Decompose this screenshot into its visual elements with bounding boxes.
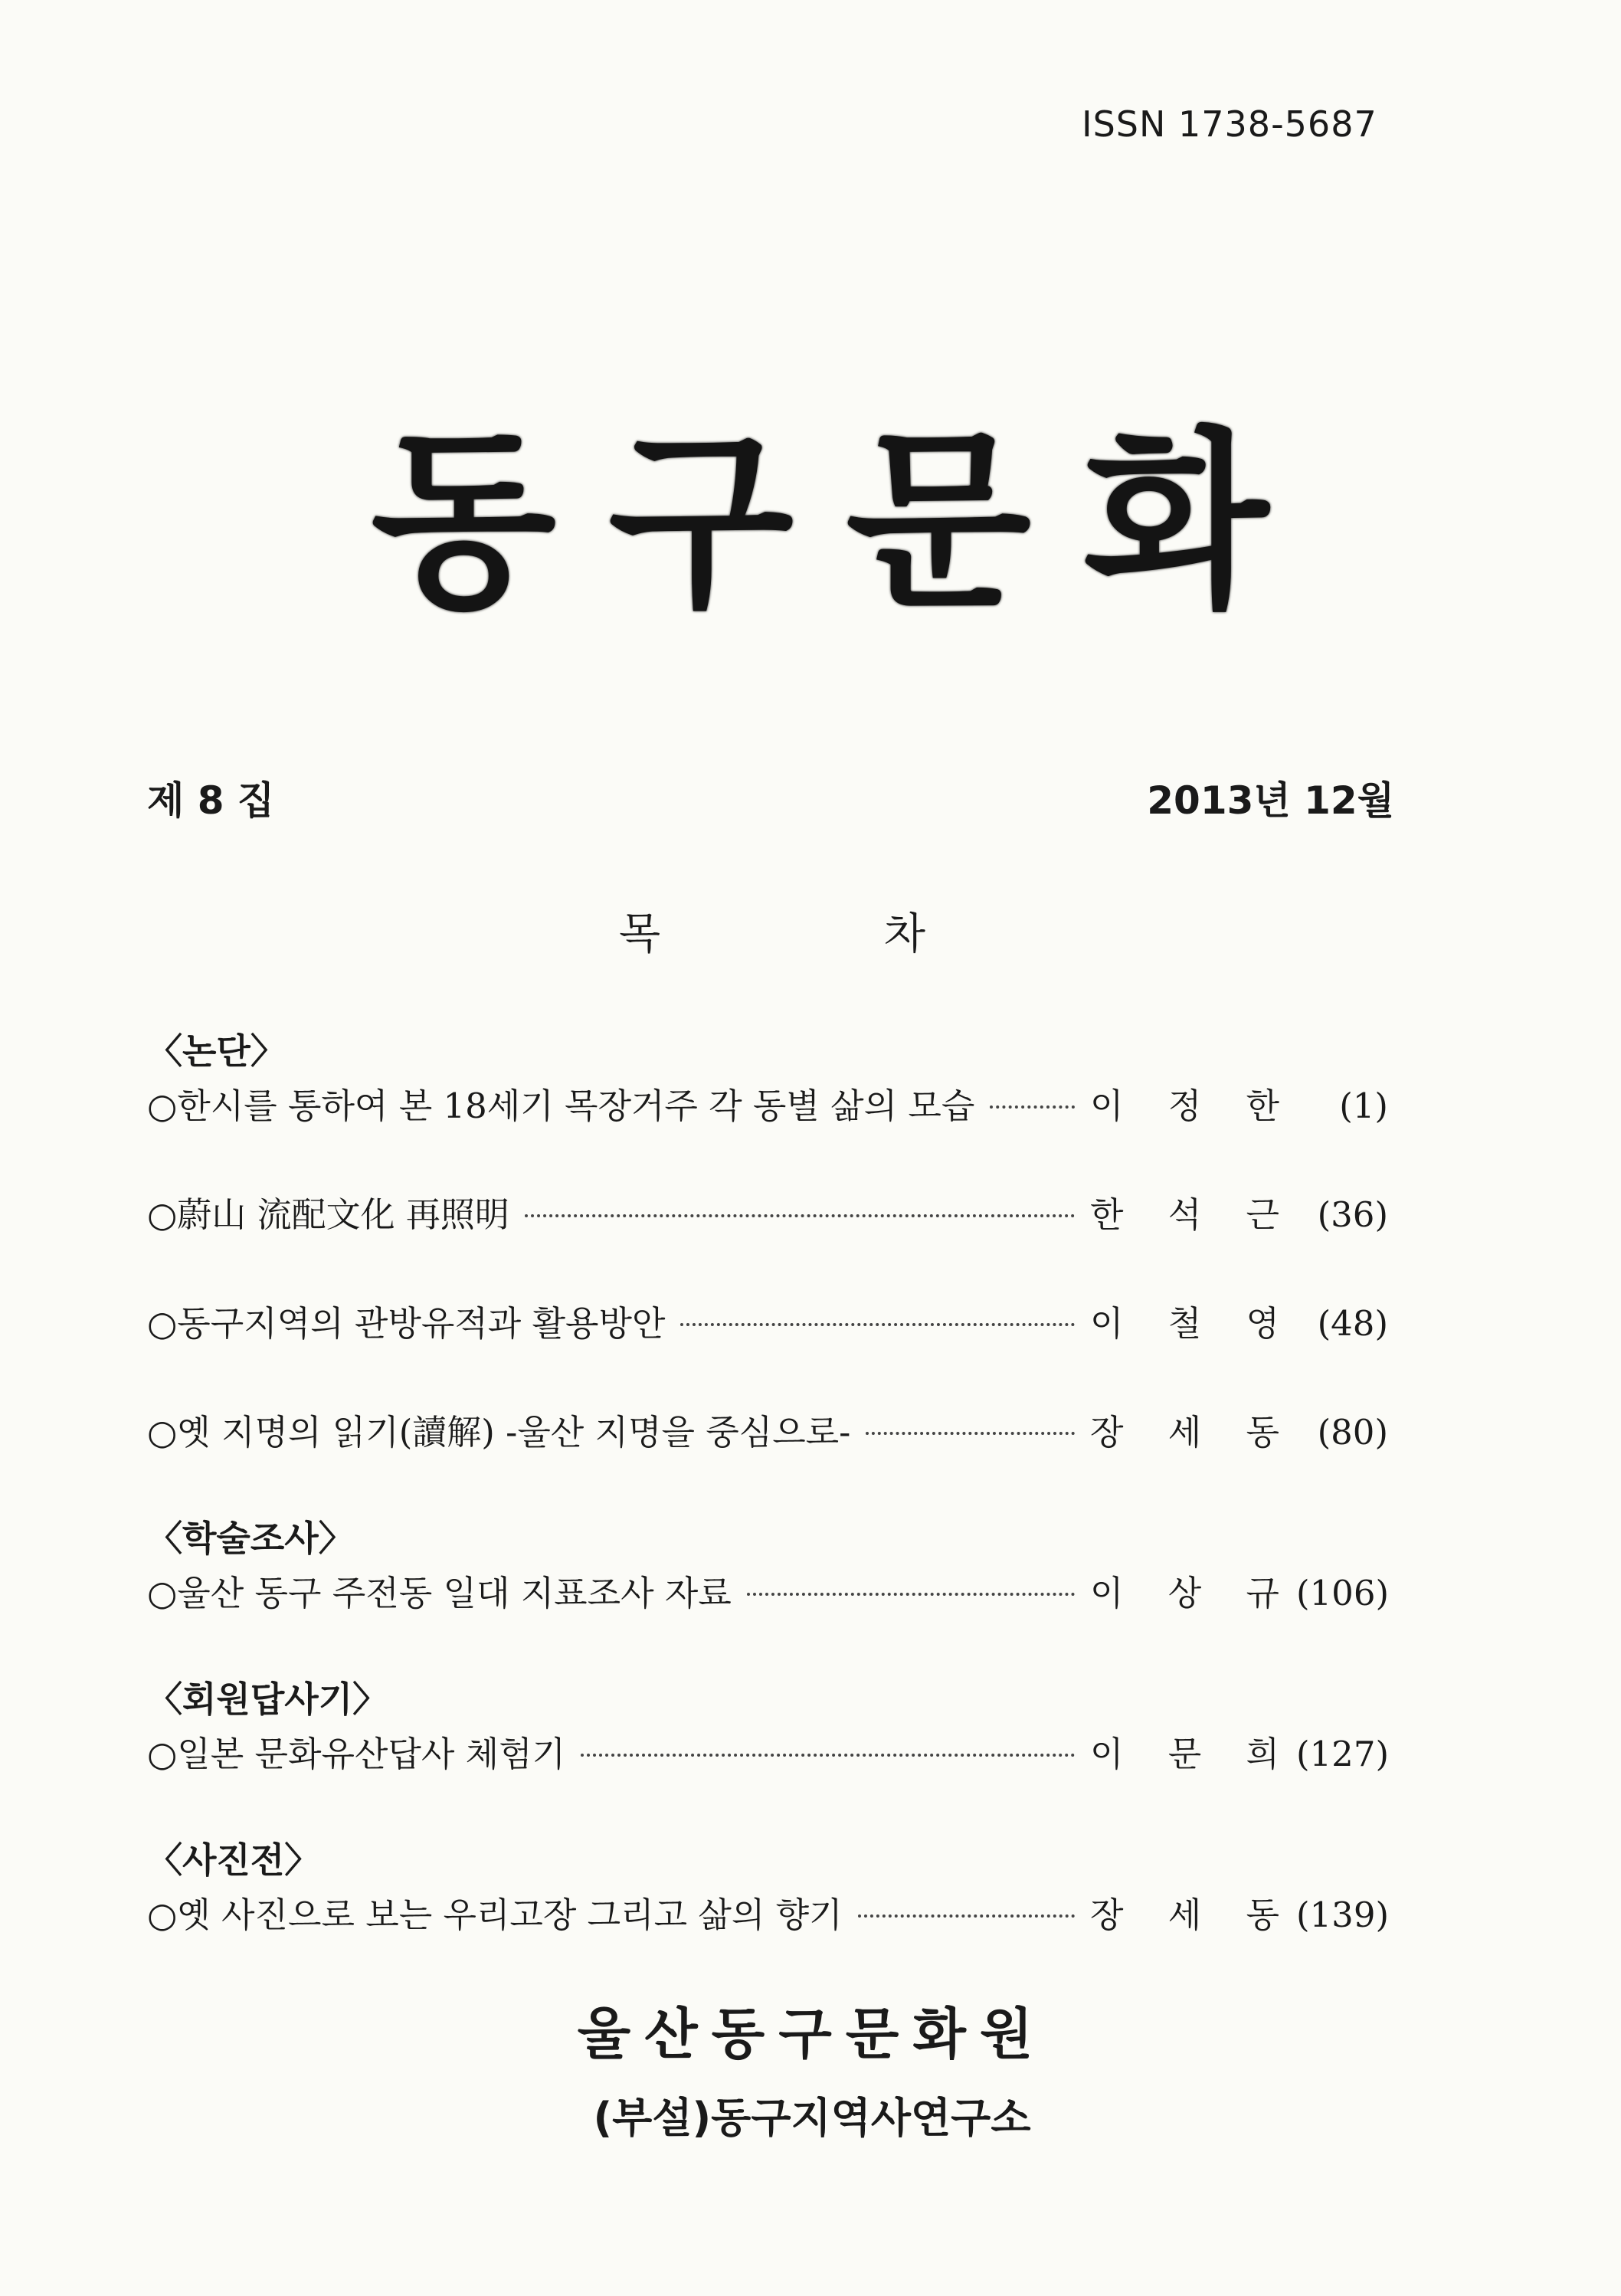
dot-leader [866,1432,1075,1435]
entry-page: (106) [1296,1573,1390,1613]
entry-title: ○한시를 통하여 본 18세기 목장거주 각 동별 삶의 모습 [147,1086,975,1126]
toc-section-member-travel [147,1671,1388,1781]
dot-leader [747,1593,1075,1596]
publisher-name: 울산동구문화원 [577,2002,1047,2066]
toc-entry [147,1297,1388,1351]
entry-page: (36) [1317,1194,1388,1235]
journal-title [360,406,1279,636]
issn-number: ISSN 1738-5687 [1082,103,1377,145]
dot-leader [525,1214,1075,1217]
entry-page: (80) [1317,1412,1388,1453]
dot-leader [680,1323,1075,1326]
entry-title: ○동구지역의 관방유적과 활용방안 [147,1303,666,1344]
section-title: 〈회원답사기〉 [147,1679,388,1720]
entry-page: (48) [1317,1303,1388,1344]
entry-page: (139) [1296,1895,1390,1935]
toc-section-survey [147,1510,1388,1620]
dot-leader [858,1914,1075,1918]
toc-entry [147,1079,1388,1133]
toc-entry [147,1406,1388,1459]
entry-author: 장 세 동 [1089,1895,1296,1935]
issue-info [147,774,1394,827]
dot-leader [581,1754,1075,1757]
entry-author: 장 세 동 [1089,1412,1296,1453]
entry-title: ○울산 동구 주전동 일대 지표조사 자료 [147,1573,732,1613]
section-title: 〈학술조사〉 [147,1518,354,1559]
entry-page: (127) [1296,1734,1390,1774]
toc-entry [147,1728,1388,1781]
volume-number: 제 8 집 [147,778,275,823]
entry-title: ○蔚山 流配文化 再照明 [147,1194,509,1235]
toc-section-photo-exhibition [147,1832,1388,1942]
section-title: 〈사진전〉 [147,1839,320,1881]
journal-title-char: 구 [608,408,794,634]
entry-author: 한 석 근 [1089,1194,1296,1235]
entry-page: (1) [1339,1086,1388,1126]
journal-title-char: 동 [371,408,556,634]
entry-title: ○옛 지명의 읽기(讀解) -울산 지명을 중심으로- [147,1412,851,1453]
entry-title: ○일본 문화유산답사 체험기 [147,1734,566,1774]
affiliated-institute: (부설)동구지역사연구소 [593,2094,1031,2142]
toc-section-essays [147,1023,1388,1459]
entry-author: 이 철 영 [1089,1303,1296,1344]
toc-entry [147,1567,1388,1620]
issue-date: 2013년 12월 [1147,778,1394,823]
journal-title-char: 문 [846,408,1031,634]
entry-author: 이 상 규 [1089,1573,1296,1613]
toc-heading-second: 차 [883,909,925,959]
entry-author: 이 정 한 [1089,1086,1296,1126]
table-of-contents [147,1023,1388,1993]
toc-heading [619,904,925,965]
entry-author: 이 문 희 [1089,1734,1296,1774]
section-title: 〈논단〉 [147,1030,286,1072]
toc-heading-first: 목 [619,909,661,959]
toc-entry [147,1888,1388,1942]
dot-leader [990,1105,1075,1109]
journal-title-char: 화 [1083,408,1269,634]
entry-title: ○옛 사진으로 보는 우리고장 그리고 삶의 향기 [147,1895,843,1935]
toc-entry [147,1188,1388,1242]
